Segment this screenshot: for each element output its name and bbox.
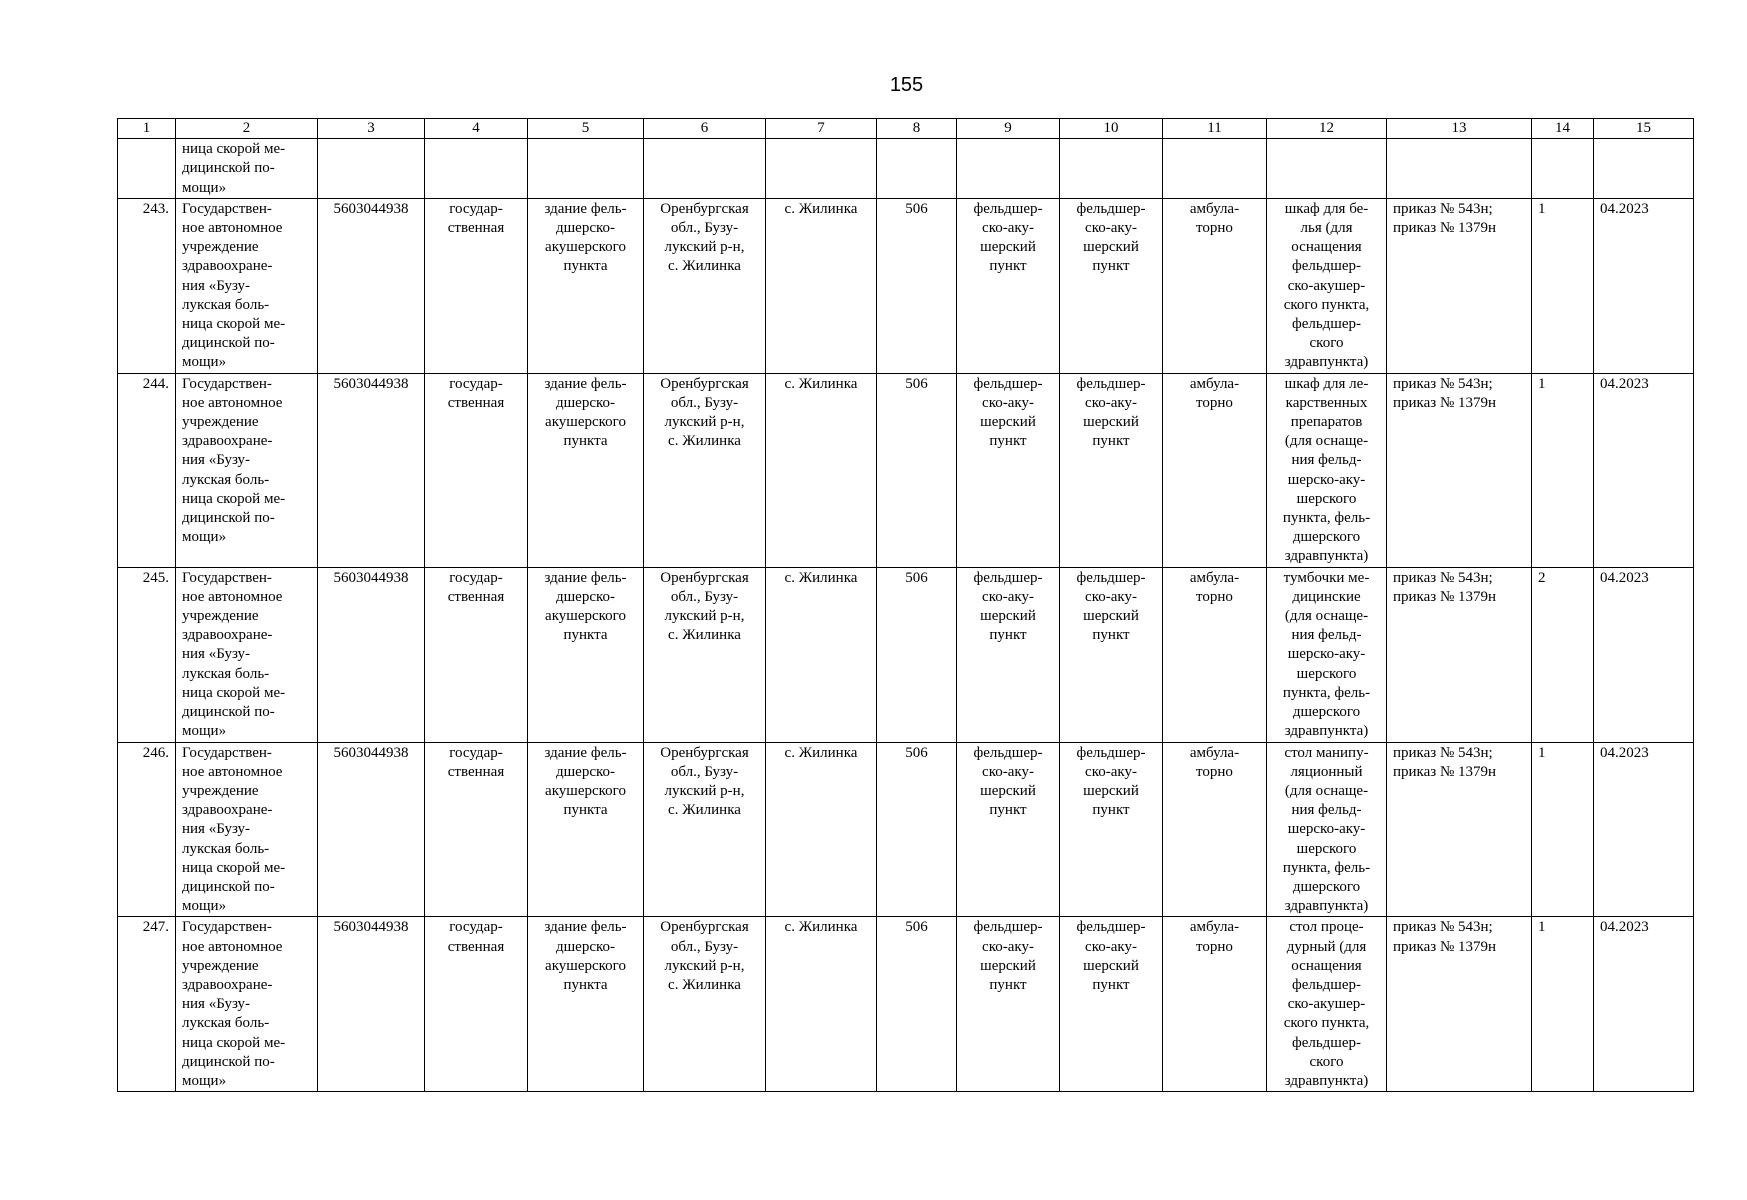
table-row [118,373,1694,567]
cell-number: 243. [118,198,176,373]
cell-ownership: государ- ственная [425,917,528,1092]
cell-facility-type: фельдшер- ско-аку- шерский пункт [957,198,1060,373]
cell-equipment: шкаф для ле- карственных препаратов (для оснаще- ния фельд- шерско-аку- шерского пункта, фель- дшерского здравпункта) [1267,373,1387,567]
cell-locality: с. Жилинка [766,198,877,373]
cell-order: приказ № 543н; приказ № 1379н [1387,742,1532,917]
cell-inn: 5603044938 [318,567,425,742]
cell-organization: Государствен- ное автономное учреждение здравоохране- ния «Бузу- лукская боль- ница скорой ме- дицинской по- мощи» [176,742,318,917]
cell-equipment: стол манипу- ляционный (для оснаще- ния фельд- шерско-аку- шерского пункта, фель- дшерского здравпункта) [1267,742,1387,917]
header-cell: 12 [1267,119,1387,139]
empty-cell [1387,139,1532,199]
cell-order: приказ № 543н; приказ № 1379н [1387,198,1532,373]
cell-code: 506 [877,567,957,742]
empty-cell [425,139,528,199]
cell-number [118,139,176,199]
header-cell: 15 [1594,119,1694,139]
cell-quantity: 1 [1532,917,1594,1092]
empty-cell [528,139,644,199]
cell-quantity: 1 [1532,198,1594,373]
header-cell: 13 [1387,119,1532,139]
cell-date: 04.2023 [1594,742,1694,917]
cell-order: приказ № 543н; приказ № 1379н [1387,917,1532,1092]
header-cell: 9 [957,119,1060,139]
cell-locality: с. Жилинка [766,742,877,917]
header-cell: 14 [1532,119,1594,139]
empty-cell [318,139,425,199]
cell-equipment: тумбочки ме- дицинские (для оснаще- ния фельд- шерско-аку- шерского пункта, фель- дшерского здравпункта) [1267,567,1387,742]
cell-organization: Государствен- ное автономное учреждение здравоохране- ния «Бузу- лукская боль- ница скорой ме- дицинской по- мощи» [176,198,318,373]
cell-inn: 5603044938 [318,917,425,1092]
header-cell: 3 [318,119,425,139]
cell-date: 04.2023 [1594,373,1694,567]
cell-equipment: шкаф для бе- лья (для оснащения фельдшер- ско-акушер- ского пункта, фельдшер- ского здравпункта) [1267,198,1387,373]
registry-table [117,118,1694,1092]
cell-facility-type: фельдшер- ско-аку- шерский пункт [957,373,1060,567]
table-row [118,742,1694,917]
cell-address: Оренбургская обл., Бузу- лукский р-н, с. Жилинка [644,198,766,373]
header-cell: 2 [176,119,318,139]
cell-care-form: амбула- торно [1163,198,1267,373]
empty-cell [1532,139,1594,199]
cell-organization: Государствен- ное автономное учреждение здравоохране- ния «Бузу- лукская боль- ница скорой ме- дицинской по- мощи» [176,917,318,1092]
cell-date: 04.2023 [1594,567,1694,742]
cell-care-form: амбула- торно [1163,373,1267,567]
cell-organization: Государствен- ное автономное учреждение здравоохране- ния «Бузу- лукская боль- ница скорой ме- дицинской по- мощи» [176,373,318,567]
cell-address: Оренбургская обл., Бузу- лукский р-н, с. Жилинка [644,373,766,567]
cell-date: 04.2023 [1594,198,1694,373]
empty-cell [1163,139,1267,199]
cell-unit: фельдшер- ско-аку- шерский пункт [1060,567,1163,742]
header-cell: 8 [877,119,957,139]
continuation-row [118,139,1694,199]
cell-building: здание фель- дшерско- акушерского пункта [528,567,644,742]
cell-facility-type: фельдшер- ско-аку- шерский пункт [957,742,1060,917]
empty-cell [957,139,1060,199]
cell-care-form: амбула- торно [1163,567,1267,742]
header-cell: 6 [644,119,766,139]
cell-ownership: государ- ственная [425,742,528,917]
cell-ownership: государ- ственная [425,567,528,742]
cell-inn: 5603044938 [318,198,425,373]
cell-care-form: амбула- торно [1163,742,1267,917]
cell-order: приказ № 543н; приказ № 1379н [1387,373,1532,567]
header-cell: 11 [1163,119,1267,139]
cell-organization: ница скорой ме- дицинской по- мощи» [176,139,318,199]
table-row [118,198,1694,373]
header-cell: 5 [528,119,644,139]
cell-code: 506 [877,198,957,373]
cell-code: 506 [877,742,957,917]
cell-code: 506 [877,373,957,567]
cell-address: Оренбургская обл., Бузу- лукский р-н, с. Жилинка [644,917,766,1092]
cell-building: здание фель- дшерско- акушерского пункта [528,198,644,373]
cell-locality: с. Жилинка [766,917,877,1092]
cell-care-form: амбула- торно [1163,917,1267,1092]
empty-cell [644,139,766,199]
cell-building: здание фель- дшерско- акушерского пункта [528,373,644,567]
cell-facility-type: фельдшер- ско-аку- шерский пункт [957,567,1060,742]
cell-unit: фельдшер- ско-аку- шерский пункт [1060,917,1163,1092]
table-row [118,567,1694,742]
header-row [118,119,1694,139]
header-cell: 4 [425,119,528,139]
header-cell: 1 [118,119,176,139]
empty-cell [1594,139,1694,199]
cell-locality: с. Жилинка [766,373,877,567]
cell-address: Оренбургская обл., Бузу- лукский р-н, с. Жилинка [644,742,766,917]
cell-number: 245. [118,567,176,742]
empty-cell [877,139,957,199]
cell-number: 244. [118,373,176,567]
cell-equipment: стол проце- дурный (для оснащения фельдшер- ско-акушер- ского пункта, фельдшер- ского здравпункта) [1267,917,1387,1092]
cell-number: 247. [118,917,176,1092]
cell-building: здание фель- дшерско- акушерского пункта [528,742,644,917]
table-row [118,917,1694,1092]
cell-ownership: государ- ственная [425,373,528,567]
cell-unit: фельдшер- ско-аку- шерский пункт [1060,742,1163,917]
cell-inn: 5603044938 [318,742,425,917]
empty-cell [766,139,877,199]
cell-facility-type: фельдшер- ско-аку- шерский пункт [957,917,1060,1092]
cell-order: приказ № 543н; приказ № 1379н [1387,567,1532,742]
page-number: 155 [889,74,924,96]
cell-number: 246. [118,742,176,917]
empty-cell [1267,139,1387,199]
cell-building: здание фель- дшерско- акушерского пункта [528,917,644,1092]
cell-locality: с. Жилинка [766,567,877,742]
cell-unit: фельдшер- ско-аку- шерский пункт [1060,373,1163,567]
cell-code: 506 [877,917,957,1092]
cell-inn: 5603044938 [318,373,425,567]
empty-cell [1060,139,1163,199]
header-cell: 7 [766,119,877,139]
cell-ownership: государ- ственная [425,198,528,373]
header-cell: 10 [1060,119,1163,139]
cell-unit: фельдшер- ско-аку- шерский пункт [1060,198,1163,373]
cell-date: 04.2023 [1594,917,1694,1092]
cell-quantity: 1 [1532,742,1594,917]
cell-quantity: 2 [1532,567,1594,742]
cell-address: Оренбургская обл., Бузу- лукский р-н, с. Жилинка [644,567,766,742]
cell-quantity: 1 [1532,373,1594,567]
cell-organization: Государствен- ное автономное учреждение здравоохране- ния «Бузу- лукская боль- ница скорой ме- дицинской по- мощи» [176,567,318,742]
